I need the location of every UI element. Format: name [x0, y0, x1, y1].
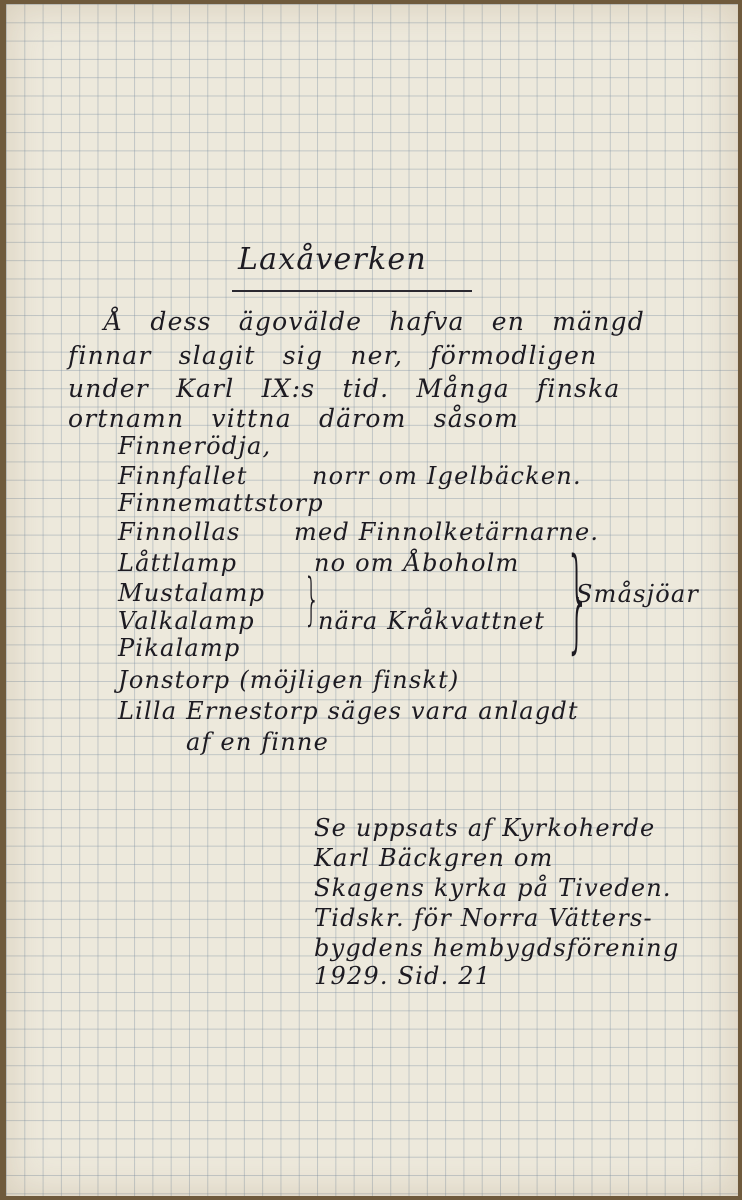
place-note: nära Kråkvattnet: [318, 607, 546, 635]
graph-paper-sheet: [6, 4, 738, 1196]
title-underline: [232, 290, 472, 292]
reference-line: Se uppsats af Kyrkoherde: [314, 814, 656, 842]
place-note: no om Åboholm: [314, 549, 520, 577]
reference-line: 1929. Sid. 21: [314, 962, 492, 990]
intro-line: Å dess ägovälde hafva en mängd: [104, 307, 645, 336]
place-name: Lilla Ernestorp säges vara anlagdt: [118, 697, 579, 725]
large-brace: }: [565, 535, 591, 665]
place-name: Jonstorp (möjligen finskt): [118, 666, 460, 694]
place-name: Pikalamp: [118, 634, 241, 662]
reference-line: bygdens hembygdsförening: [314, 934, 680, 962]
place-name: Finnfallet: [118, 462, 248, 490]
place-name-continuation: af en finne: [186, 728, 329, 756]
small-brace: }: [303, 567, 320, 632]
place-name: Valkalamp: [118, 607, 255, 635]
place-name: Finnerödja,: [118, 432, 272, 460]
place-name: Finnollas: [118, 518, 241, 546]
group-label: Småsjöar: [576, 580, 700, 608]
reference-line: Skagens kyrka på Tiveden.: [314, 874, 672, 902]
place-name: Låttlamp: [118, 549, 238, 577]
reference-line: Tidskr. för Norra Vätters-: [314, 904, 653, 932]
place-note: norr om Igelbäcken.: [312, 462, 582, 490]
intro-line: under Karl IX:s tid. Många finska: [68, 374, 621, 403]
place-note: med Finnolketärnarne.: [294, 518, 600, 546]
intro-line: ortnamn vittna därom såsom: [68, 404, 520, 433]
page-title: Laxåverken: [238, 242, 427, 277]
intro-line: finnar slagit sig ner, förmodligen: [68, 341, 598, 370]
place-name: Mustalamp: [118, 579, 266, 607]
place-name: Finnemattstorp: [118, 489, 324, 517]
reference-line: Karl Bäckgren om: [314, 844, 554, 872]
